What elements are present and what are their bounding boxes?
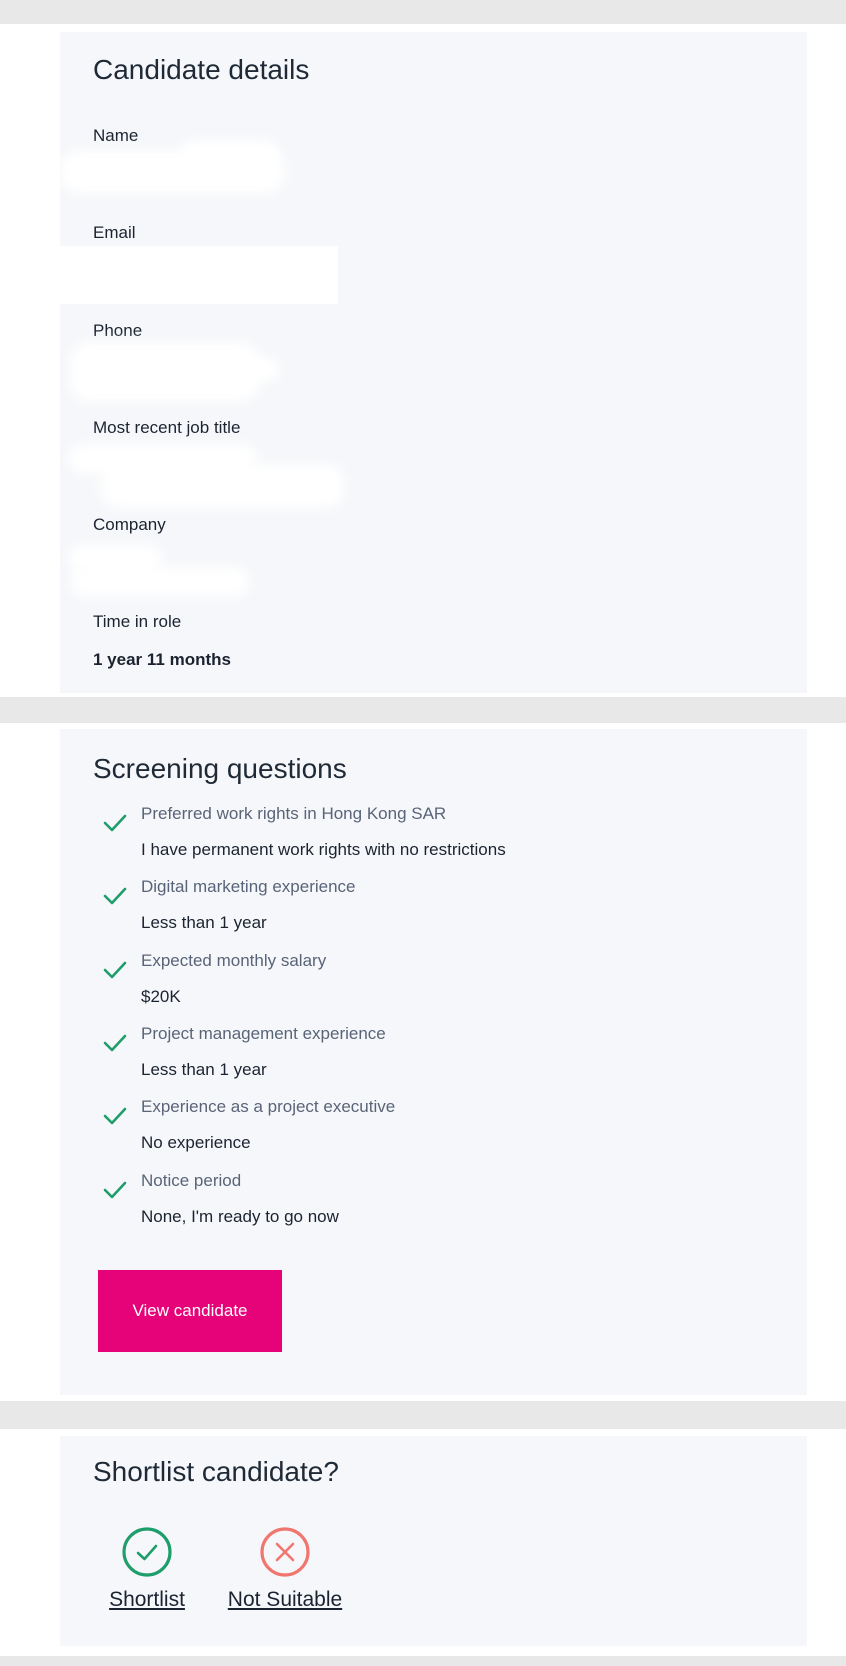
phone-value-redacted: [70, 342, 260, 402]
screening-questions-card: [60, 729, 807, 1395]
question-text: Project management experience: [141, 1024, 386, 1043]
bottom-divider: [0, 1656, 846, 1666]
check-icon: [102, 1106, 128, 1126]
shortlist-title: Shortlist candidate?: [93, 1456, 339, 1487]
check-icon: [102, 1033, 128, 1053]
answer-text: Less than 1 year: [141, 913, 267, 932]
answer-text: None, I'm ready to go now: [141, 1207, 339, 1226]
phone-label: Phone: [93, 321, 143, 340]
check-icon: [102, 960, 128, 980]
candidate-details-title: Candidate details: [93, 54, 310, 85]
screening-questions-title: Screening questions: [93, 753, 347, 784]
company-label: Company: [93, 515, 166, 534]
time-in-role-value: 1 year 11 months: [93, 650, 231, 669]
name-label: Name: [93, 126, 139, 145]
section-divider: [0, 1401, 846, 1429]
check-icon: [102, 813, 128, 833]
candidate-details-card: [60, 32, 807, 693]
question-text: Preferred work rights in Hong Kong SAR: [141, 804, 447, 823]
question-text: Experience as a project executive: [141, 1097, 396, 1116]
check-icon: [102, 1180, 128, 1200]
shortlist-label[interactable]: Shortlist: [109, 1588, 185, 1611]
shortlist-card: [60, 1436, 807, 1646]
email-value-redacted: [60, 246, 338, 304]
question-text: Notice period: [141, 1171, 242, 1190]
question-text: Digital marketing experience: [141, 877, 356, 896]
view-candidate-button[interactable]: View candidate: [98, 1270, 282, 1352]
answer-text: I have permanent work rights with no restrictions: [141, 840, 506, 859]
top-divider: [0, 0, 846, 24]
not-suitable-button[interactable]: [220, 1526, 350, 1612]
check-icon: [102, 886, 128, 906]
time-in-role-label: Time in role: [93, 612, 182, 631]
question-text: Expected monthly salary: [141, 951, 327, 970]
email-label: Email: [93, 223, 136, 242]
job-title-label: Most recent job title: [93, 418, 241, 437]
answer-text: Less than 1 year: [141, 1060, 267, 1079]
not-suitable-label[interactable]: Not Suitable: [227, 1588, 343, 1611]
shortlist-button[interactable]: [107, 1526, 187, 1612]
check-circle-icon: [121, 1526, 173, 1578]
answer-text: No experience: [141, 1133, 251, 1152]
section-divider: [0, 697, 846, 723]
x-circle-icon: [259, 1526, 311, 1578]
answer-text: $20K: [141, 987, 181, 1006]
